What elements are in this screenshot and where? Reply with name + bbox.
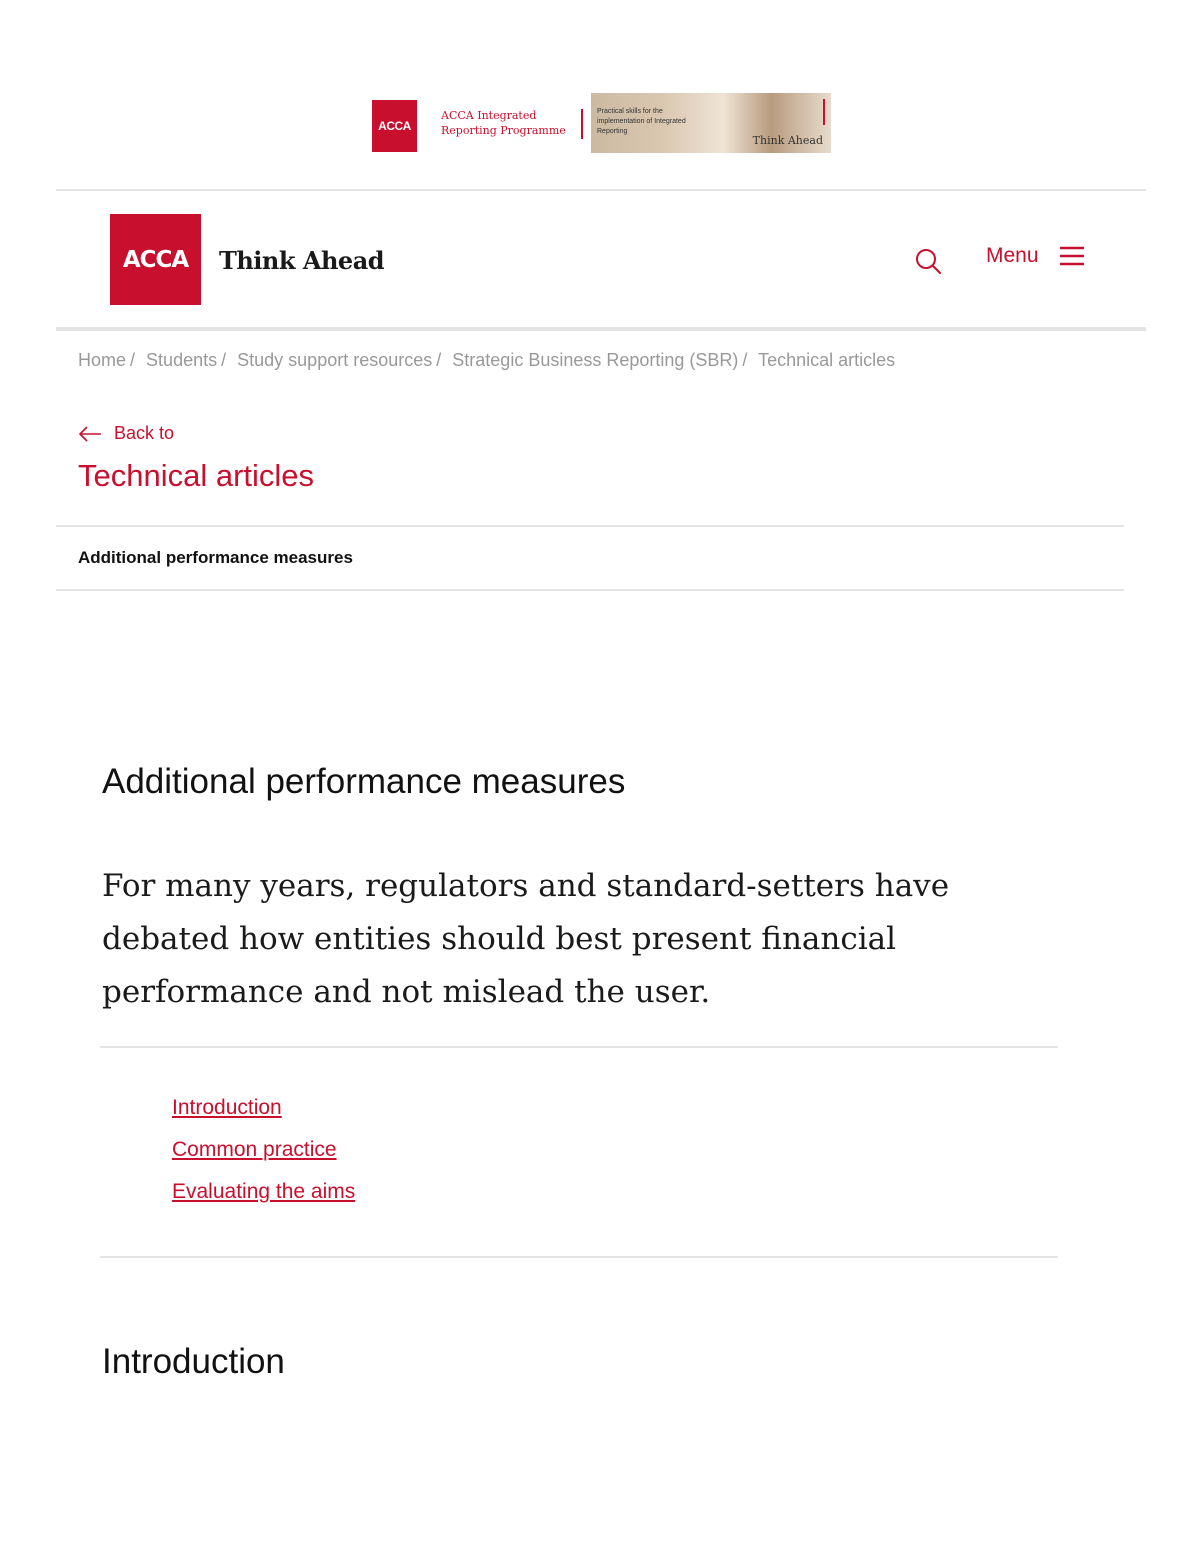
ad-image	[591, 93, 831, 153]
ad-divider	[581, 109, 583, 139]
breadcrumb-separator: /	[436, 350, 442, 370]
breadcrumb-separator: /	[130, 350, 136, 370]
hamburger-icon	[1059, 245, 1085, 267]
article-title: Additional performance measures	[102, 762, 626, 801]
toc-link-evaluating-aims[interactable]: Evaluating the aims	[172, 1180, 356, 1203]
ad-accent-bar	[823, 99, 825, 125]
ad-logo: ACCA	[372, 100, 417, 152]
toc-divider-bottom	[100, 1256, 1058, 1258]
menu-label: Menu	[986, 244, 1039, 267]
ad-title: ACCA Integrated Reporting Programme	[441, 109, 566, 137]
article-lead: For many years, regulators and standard-setters have debated how entities should best present financial performance and not mislead the user.	[102, 868, 950, 1010]
section-heading-introduction: Introduction	[102, 1342, 285, 1381]
acca-logo[interactable]: ACCA	[110, 214, 201, 305]
tagline: Think Ahead	[219, 246, 385, 275]
toc-divider-top	[100, 1046, 1058, 1048]
back-label: Back to	[114, 423, 175, 443]
breadcrumb-separator: /	[742, 350, 748, 370]
search-icon	[913, 246, 943, 276]
subnav-divider-bottom	[56, 589, 1124, 591]
breadcrumb-technical-articles[interactable]: Technical articles	[758, 350, 896, 370]
back-link[interactable]	[78, 423, 174, 444]
header-bottom-divider	[56, 327, 1146, 331]
toc-link-common-practice[interactable]: Common practice	[172, 1138, 337, 1161]
breadcrumb-students[interactable]: Students	[146, 350, 218, 370]
table-of-contents	[172, 1096, 355, 1222]
breadcrumb-sbr[interactable]: Strategic Business Reporting (SBR)	[452, 350, 739, 370]
toc-link-introduction[interactable]: Introduction	[172, 1096, 282, 1119]
breadcrumb-study-support[interactable]: Study support resources	[237, 350, 433, 370]
toc-item	[172, 1096, 355, 1138]
header-top-divider	[56, 189, 1146, 191]
search-button[interactable]	[913, 246, 943, 276]
back-section-title[interactable]: Technical articles	[78, 458, 315, 493]
breadcrumb	[78, 350, 895, 371]
arrow-left-icon	[78, 426, 102, 442]
ad-image-text: Practical skills for the implementation of Integrated Reporting	[597, 108, 686, 135]
ad-banner[interactable]	[372, 93, 836, 153]
menu-button[interactable]	[986, 244, 1085, 268]
subnav-divider-top	[56, 525, 1124, 527]
current-page-label: Additional performance measures	[78, 548, 353, 567]
toc-item	[172, 1138, 355, 1180]
ad-image-brand: Think Ahead	[752, 134, 823, 147]
toc-item	[172, 1180, 355, 1222]
breadcrumb-separator: /	[221, 350, 227, 370]
breadcrumb-home[interactable]: Home	[78, 350, 127, 370]
